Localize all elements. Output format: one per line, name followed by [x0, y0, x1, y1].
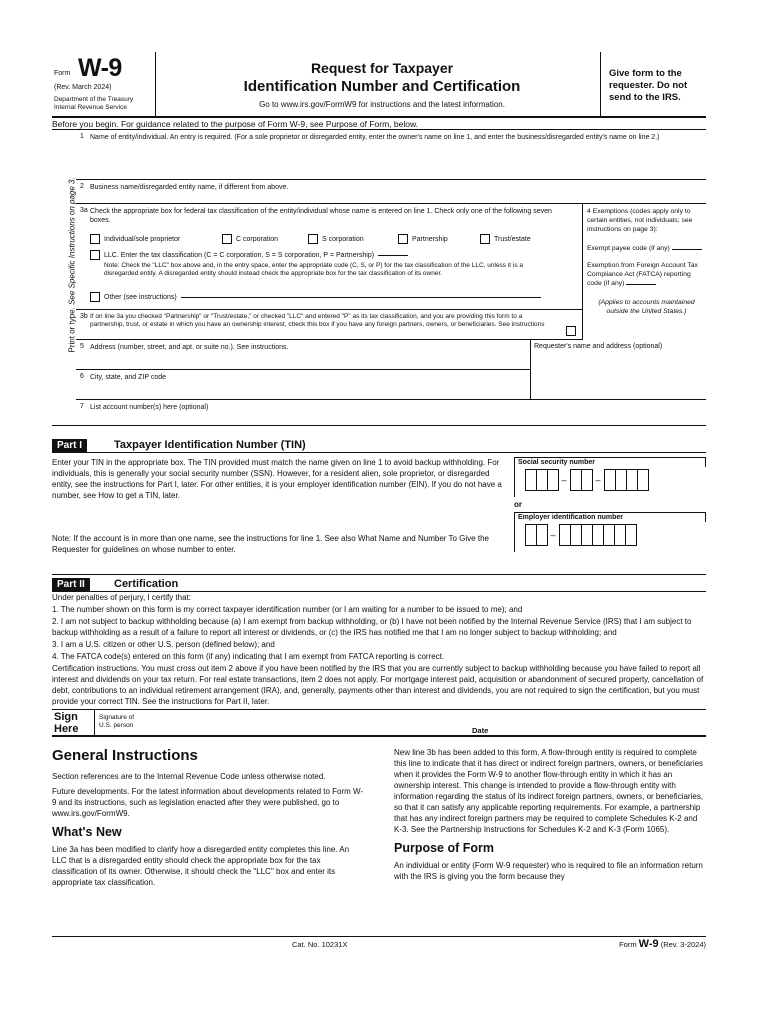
- other-box[interactable]: [90, 292, 100, 302]
- line-3a-label: Check the appropriate box for federal tax classification of the entity/individual whose name is entered on line 1. Check only one of the following seven boxes.: [90, 208, 552, 224]
- requester-box[interactable]: [530, 340, 706, 400]
- section-references: Section references are to the Internal Revenue Code unless otherwise noted.: [52, 772, 326, 781]
- part2-bar: [52, 577, 706, 592]
- s-corp-box[interactable]: [308, 234, 318, 244]
- tin-section: [52, 453, 706, 575]
- trust-label: Trust/estate: [494, 235, 531, 243]
- line-3b: [76, 310, 582, 340]
- exempt-payee-label: Exempt payee code (if any): [587, 245, 670, 252]
- cert-intro: Under penalties of perjury, I certify that:: [52, 593, 192, 602]
- other-label: Other (see instructions): [104, 293, 177, 301]
- print-sidebar: [52, 130, 76, 426]
- individual-box[interactable]: [90, 234, 100, 244]
- tin-instructions: Enter your TIN in the appropriate box. The TIN provided must match the name given on line 1 to avoid backup withholding. For individuals, this is generally your social security number (SSN). However, for a resident alien, sole proprietor, or disregarded entity, see the instructions for Part I, later. For other entities, it is your employer identification number (EIN). If you do not have a number, see How to get a TIN, later.: [52, 458, 502, 500]
- line-5[interactable]: [76, 340, 530, 370]
- trust-box[interactable]: [480, 234, 490, 244]
- cert-instructions: Certification instructions. You must cross out item 2 above if you have been notified by the IRS that you are currently subject to backup withholding because you have failed to report all interest and dividends on your tax return. For real estate transactions, item 2 does not apply. For mortgage interest paid, acquisition or abandonment of secured property, cancellation of debt, contributions to an individual retirement arrangement (IRA), and, generally, payments other than interest and dividends, you are not required to sign the certification, but you must provide your correct TIN. See the instructions for Part II, later.: [52, 664, 704, 706]
- partnership-box[interactable]: [398, 234, 408, 244]
- sign-row: [52, 709, 706, 737]
- give-form-note: Give form to the requester. Do not send to the IRS.: [600, 52, 706, 118]
- department: Department of the Treasury Internal Revenue Service: [54, 96, 134, 111]
- before-you-begin: Before you begin. For guidance related to the purpose of Form W-9, see Purpose of Form, below.: [52, 118, 706, 130]
- sidebar-print: Print or type. See Specific Instructions on page 3.: [67, 177, 77, 353]
- catalog-number: Cat. No. 10231X: [292, 940, 348, 949]
- sign-here-label: Sign Here: [54, 711, 79, 735]
- or-label: or: [514, 500, 522, 509]
- ssn-field[interactable]: – –: [514, 467, 706, 497]
- signature-label: Signature of U.S. person: [99, 714, 135, 729]
- cert-item-3: 3. I am a U.S. citizen or other U.S. person (defined below); and: [52, 640, 275, 649]
- fatca-label: Exemption from Foreign Account Tax Compliance Act (FATCA) reporting code (if any): [587, 262, 698, 287]
- exemptions-label: 4 Exemptions (codes apply only to certain entities, not individuals; see instructions on page 3):: [587, 208, 693, 233]
- c-corp-label: C corporation: [236, 235, 279, 243]
- whats-new-text: Line 3a has been modified to clarify how a disregarded entity completes this line. An LLC that is a disregarded entity should check the appropriate box for the tax classification of its owner. Otherwise, it should check the "LLC" box and enter its appropriate tax classification.: [52, 845, 350, 887]
- llc-code-field[interactable]: [378, 255, 408, 256]
- ssn-block: [514, 457, 706, 552]
- line-3b-label: If on line 3a you checked "Partnership" or "Trust/estate," or checked "LLC" and entered "P" as its tax classification, and you are providing this form to a partnership, trust, or estate in which you have an ownership interest, check this box if you have any foreign partners, owners, or beneficiaries. See instructions: [90, 313, 545, 328]
- general-instructions: [52, 747, 706, 947]
- form-title-line1: Request for Taxpayer: [310, 60, 454, 76]
- footer-form-word: Form: [619, 940, 637, 949]
- whats-new-heading: What's New: [52, 825, 122, 839]
- cert-item-4: 4. The FATCA code(s) entered on this form (if any) indicating that I am exempt from FATCA reporting is correct.: [52, 652, 445, 661]
- w9-form: [52, 52, 706, 947]
- individual-label: Individual/sole proprietor: [104, 235, 181, 243]
- line-6-number: 6: [80, 373, 84, 380]
- line-3a: [76, 204, 582, 310]
- ein-label: Employer identification number: [514, 512, 706, 522]
- purpose-heading: Purpose of Form: [394, 841, 495, 855]
- checkbox-llc[interactable]: [90, 250, 408, 260]
- page-footer: [52, 936, 706, 950]
- exempt-payee-field[interactable]: [672, 249, 702, 250]
- partnership-label: Partnership: [412, 235, 448, 243]
- form-title-line2: Identification Number and Certification: [243, 78, 521, 95]
- instructions-left-column: [52, 747, 364, 892]
- line-7-label: List account number(s) here (optional): [90, 404, 209, 411]
- form-id-box: [52, 52, 156, 118]
- exemptions-column: [582, 204, 706, 340]
- form-header: [52, 52, 706, 118]
- line-3b-checkbox[interactable]: [566, 326, 576, 336]
- purpose-text: An individual or entity (Form W-9 requester) who is required to file an information return with the IRS is giving you the form because they: [394, 861, 703, 881]
- fatca-row[interactable]: [587, 261, 706, 288]
- instructions-right-column: [394, 747, 706, 886]
- part2-tag: Part II: [52, 578, 90, 591]
- line-1[interactable]: [76, 130, 706, 180]
- form-name: W-9: [78, 54, 122, 82]
- line-6[interactable]: [76, 370, 530, 400]
- line-6-label: City, state, and ZIP code: [90, 374, 167, 381]
- checkbox-partnership[interactable]: [398, 234, 448, 244]
- line-3b-number: 3b: [80, 313, 88, 320]
- footer-revision: (Rev. 3-2024): [660, 940, 706, 949]
- fatca-field[interactable]: [626, 284, 656, 285]
- checkbox-other[interactable]: [90, 292, 541, 302]
- line-7-number: 7: [80, 403, 84, 410]
- llc-note: Note: Check the "LLC" box above and, in the entry space, enter the appropriate code (C, S, or P) for the tax classification of the LLC, unless it is a disregarded entity. A disregarded entity should instead check the appropriate box for the tax classification of its owner.: [104, 262, 524, 277]
- part1-title: Taxpayer Identification Number (TIN): [114, 439, 306, 451]
- line-7[interactable]: [76, 400, 706, 426]
- line-2-number: 2: [80, 183, 84, 190]
- signature-field[interactable]: [94, 710, 472, 736]
- new-line-3b-text: New line 3b has been added to this form. A flow-through entity is required to complete this line to indicate that it has direct or indirect foreign partners, owners, or beneficiaries when it provides the Form W-9 to another flow-through entity in which it has an ownership interest. This change is intended to provide a flow-through entity with information regarding the status of its indirect foreign partners, owners, or beneficiaries, so that it can satisfy any applicable reporting requirements. For example, a partnership that has any indirect foreign partners may be required to complete Schedules K-2 and K-3. See the Partnership Instructions for Schedules K-2 and K-3 (Form 1065).: [394, 748, 704, 834]
- cert-item-1: 1. The number shown on this form is my correct taxpayer identification number (or I am waiting for a number to be issued to me); and: [52, 605, 523, 614]
- other-field[interactable]: [181, 297, 541, 298]
- line-5-number: 5: [80, 343, 84, 350]
- identification-section: [52, 130, 706, 426]
- future-developments: Future developments. For the latest information about developments related to Form W-9 and its instructions, such as legislation enacted after they were published, go to www.irs.gov/FormW9.: [52, 787, 364, 818]
- line-2-label: Business name/disregarded entity name, if different from above.: [90, 184, 289, 191]
- checkbox-s-corp[interactable]: [308, 234, 364, 244]
- form-word: Form: [54, 70, 71, 77]
- exempt-payee-row[interactable]: [587, 244, 706, 253]
- certification-section: [52, 592, 706, 707]
- requester-label: Requester's name and address (optional): [534, 343, 663, 350]
- line-1-number: 1: [80, 133, 84, 140]
- checkbox-c-corp[interactable]: [222, 234, 278, 244]
- ssn-label: Social security number: [514, 457, 706, 467]
- goto-link[interactable]: Go to www.irs.gov/FormW9 for instructions and the latest information.: [259, 100, 505, 109]
- llc-box[interactable]: [90, 250, 100, 260]
- llc-label: LLC. Enter the tax classification (C = C corporation, S = S corporation, P = Partnership): [104, 251, 375, 259]
- line-5-label: Address (number, street, and apt. or suite no.). See instructions.: [90, 344, 289, 351]
- part1-tag: Part I: [52, 439, 87, 452]
- footer-form-id: [619, 938, 706, 950]
- ein-field[interactable]: –: [514, 522, 706, 552]
- checkbox-individual[interactable]: [90, 234, 180, 244]
- tin-note: Note: If the account is in more than one name, see the instructions for line 1. See also What Name and Number To Give the Requester for guidelines on whose number to enter.: [52, 534, 489, 554]
- line-3a-number: 3a: [80, 207, 88, 214]
- line-2[interactable]: [76, 180, 706, 204]
- part1-bar: [52, 438, 706, 453]
- applies-note: (Applies to accounts maintained outside the United States.): [598, 299, 695, 315]
- footer-form-name: W-9: [638, 938, 659, 950]
- part2-title: Certification: [114, 578, 179, 590]
- c-corp-box[interactable]: [222, 234, 232, 244]
- general-heading: General Instructions: [52, 747, 198, 764]
- date-label: Date: [472, 726, 489, 735]
- line-1-label: Name of entity/individual. An entry is required. (For a sole proprietor or disregarded entity, enter the owner's name on line 1, and enter the business/disregarded entity's name on line 2.): [90, 134, 660, 141]
- form-revision: (Rev. March 2024): [54, 84, 112, 91]
- checkbox-trust[interactable]: [480, 234, 531, 244]
- cert-item-2: 2. I am not subject to backup withholding because (a) I am exempt from backup withholding, or (b) I have not been notified by the Internal Revenue Service (IRS) that I am subject to backup withholding as a result of a failure to report all interest or dividends, or (c) the IRS has notified me that I am no longer subject to backup withholding; and: [52, 617, 692, 637]
- s-corp-label: S corporation: [322, 235, 364, 243]
